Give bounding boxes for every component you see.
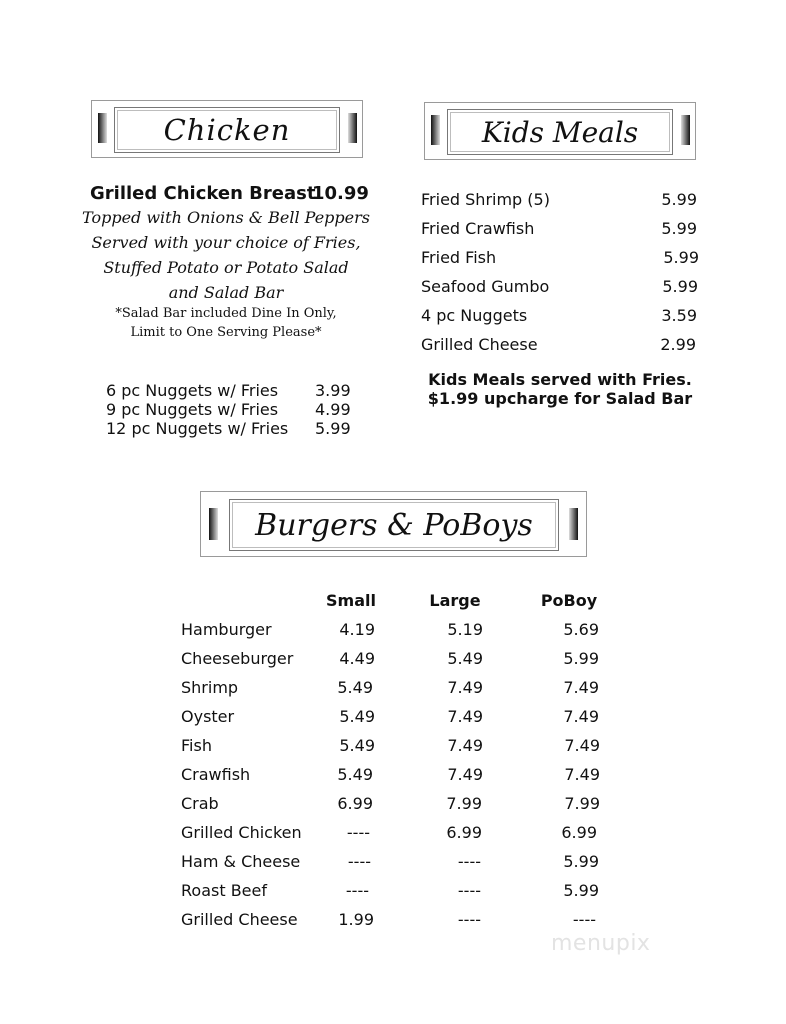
kids-section-title: Kids Meals <box>481 115 639 149</box>
column-header-small: Small <box>326 591 376 610</box>
kids-item-price: 3.59 <box>661 306 697 325</box>
banner-left-gradient <box>98 113 107 143</box>
kids-note-line: $1.99 upcharge for Salad Bar <box>427 389 693 408</box>
row-price-poboy: 5.69 <box>563 620 599 639</box>
row-price-poboy: 7.49 <box>564 765 600 784</box>
row-price-large: ---- <box>457 881 481 900</box>
row-price-large: ---- <box>457 852 481 871</box>
row-price-small: 5.49 <box>339 736 375 755</box>
kids-item-name: Fried Crawfish <box>421 219 535 238</box>
row-price-large: 7.49 <box>447 678 483 697</box>
row-price-small: 4.19 <box>339 620 375 639</box>
row-price-poboy: 7.49 <box>563 707 599 726</box>
nugget-item-price: 5.99 <box>315 419 351 438</box>
chicken-desc-line: Topped with Onions & Bell Peppers <box>82 208 370 227</box>
row-price-large: 7.49 <box>447 736 483 755</box>
row-price-poboy: 5.99 <box>563 649 599 668</box>
nugget-item-price: 3.99 <box>315 381 351 400</box>
chicken-banner-frame <box>114 107 340 153</box>
burgers-banner <box>200 491 587 557</box>
chicken-note-line: Limit to One Serving Please* <box>130 325 322 340</box>
row-price-large: 7.49 <box>447 707 483 726</box>
row-item-name: Grilled Chicken <box>181 823 302 842</box>
chicken-section-title: Chicken <box>163 113 291 147</box>
column-header-large: Large <box>429 591 481 610</box>
kids-note-line: Kids Meals served with Fries. <box>428 370 692 389</box>
burgers-section-title: Burgers & PoBoys <box>255 507 533 543</box>
row-item-name: Oyster <box>181 707 235 726</box>
banner-left-gradient <box>431 115 440 145</box>
kids-item-name: Fried Fish <box>421 248 497 267</box>
chicken-desc-line: and Salad Bar <box>168 283 284 302</box>
row-price-poboy: 6.99 <box>561 823 597 842</box>
row-price-small: ---- <box>345 881 369 900</box>
kids-item-price: 5.99 <box>663 248 699 267</box>
row-price-small: 5.49 <box>337 678 373 697</box>
row-item-name: Cheeseburger <box>181 649 294 668</box>
nugget-item-name: 9 pc Nuggets w/ Fries <box>106 400 279 419</box>
row-item-name: Crab <box>181 794 219 813</box>
kids-item-price: 2.99 <box>660 335 696 354</box>
row-price-poboy: 7.49 <box>564 736 600 755</box>
kids-item-name: Seafood Gumbo <box>421 277 550 296</box>
row-item-name: Shrimp <box>181 678 239 697</box>
menupix-watermark: menupix <box>551 931 651 956</box>
chicken-headline-name: Grilled Chicken Breast <box>90 183 316 204</box>
chicken-note-line: *Salad Bar included Dine In Only, <box>115 306 337 321</box>
row-price-large: ---- <box>457 910 481 929</box>
nugget-item-name: 12 pc Nuggets w/ Fries <box>106 419 289 438</box>
row-price-poboy: 5.99 <box>563 881 599 900</box>
banner-right-gradient <box>681 115 690 145</box>
chicken-desc-line: Stuffed Potato or Potato Salad <box>103 258 349 277</box>
kids-banner-frame <box>447 109 673 155</box>
row-price-large: 5.49 <box>447 649 483 668</box>
row-price-large: 5.19 <box>447 620 483 639</box>
row-price-large: 7.49 <box>447 765 483 784</box>
row-price-small: 6.99 <box>337 794 373 813</box>
kids-item-name: Fried Shrimp (5) <box>421 190 550 209</box>
row-price-poboy: 7.99 <box>564 794 600 813</box>
kids-banner <box>424 102 696 160</box>
row-item-name: Roast Beef <box>181 881 267 900</box>
row-price-small: 4.49 <box>339 649 375 668</box>
chicken-banner <box>91 100 363 158</box>
nugget-item-price: 4.99 <box>315 400 351 419</box>
row-price-large: 6.99 <box>446 823 482 842</box>
nugget-item-name: 6 pc Nuggets w/ Fries <box>106 381 279 400</box>
row-price-small: 5.49 <box>337 765 373 784</box>
row-price-poboy: 7.49 <box>563 678 599 697</box>
row-item-name: Grilled Cheese <box>181 910 298 929</box>
row-price-small: ---- <box>347 852 371 871</box>
row-price-poboy: 5.99 <box>563 852 599 871</box>
kids-item-price: 5.99 <box>661 190 697 209</box>
row-item-name: Crawfish <box>181 765 251 784</box>
row-price-small: ---- <box>346 823 370 842</box>
row-price-small: 1.99 <box>338 910 374 929</box>
banner-left-gradient <box>209 508 218 540</box>
burgers-banner-frame <box>229 499 559 551</box>
row-price-large: 7.99 <box>446 794 482 813</box>
row-price-small: 5.49 <box>339 707 375 726</box>
kids-item-price: 5.99 <box>662 277 698 296</box>
kids-item-name: Grilled Cheese <box>421 335 538 354</box>
column-header-poboy: PoBoy <box>540 591 598 610</box>
chicken-headline-price: 10.99 <box>312 183 369 204</box>
row-item-name: Hamburger <box>181 620 272 639</box>
kids-item-price: 5.99 <box>661 219 697 238</box>
row-item-name: Fish <box>181 736 212 755</box>
banner-right-gradient <box>348 113 357 143</box>
chicken-desc-line: Served with your choice of Fries, <box>91 233 361 252</box>
kids-item-name: 4 pc Nuggets <box>421 306 528 325</box>
row-item-name: Ham & Cheese <box>181 852 301 871</box>
banner-right-gradient <box>569 508 578 540</box>
row-price-poboy: ---- <box>572 910 596 929</box>
